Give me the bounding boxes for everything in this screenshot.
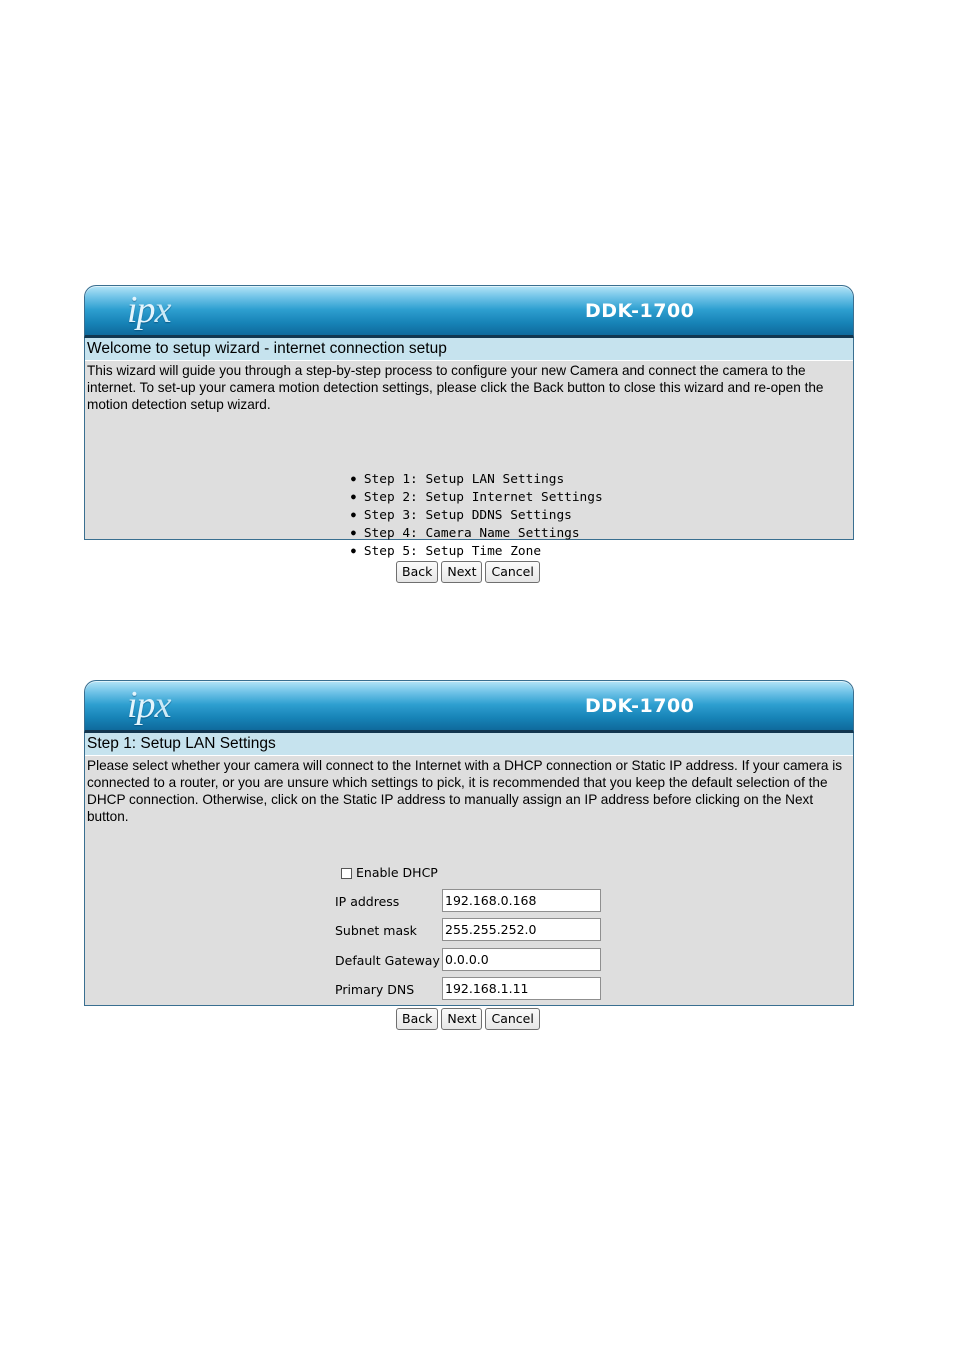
- list-item: ● Step 1: Setup LAN Settings: [351, 471, 603, 489]
- enable-dhcp-label: Enable DHCP: [356, 865, 438, 880]
- subnet-mask-input[interactable]: 255.255.252.0: [442, 918, 601, 941]
- welcome-wizard-panel: [84, 285, 854, 579]
- default-gateway-input[interactable]: 0.0.0.0: [442, 948, 601, 971]
- button-row: [396, 1008, 540, 1030]
- primary-dns-input[interactable]: 192.168.1.11: [442, 977, 601, 1000]
- next-button[interactable]: Next: [441, 1008, 482, 1030]
- step-list: [351, 471, 603, 561]
- primary-dns-label: Primary DNS: [335, 982, 415, 997]
- panel-body: [84, 733, 854, 1026]
- panel-header: [84, 680, 854, 733]
- back-button[interactable]: Back: [396, 1008, 438, 1030]
- panel-body: [84, 338, 854, 579]
- wizard-description: This wizard will guide you through a step-by-step process to configure your new Camera and connect the camera to the internet. To set-up your camera motion detection settings, please click the Back button to close this wizard and re-open the motion detection setup wizard.: [87, 363, 824, 412]
- wizard-description: Please select whether your camera will connect to the Internet with a DHCP connection or Static IP address. If your camera is connected to a router, or you are unsure which settings to pick, it is recommended that you keep the default selection of the DHCP connection. Otherwise, click on the Static IP address to manually assign an IP address before clicking on the Next button.: [87, 758, 843, 824]
- button-row: [396, 561, 540, 583]
- list-item: ● Step 2: Setup Internet Settings: [351, 489, 603, 507]
- wizard-title: Step 1: Setup LAN Settings: [85, 733, 853, 756]
- model-name: DDK-1700: [585, 695, 695, 717]
- default-gateway-label: Default Gateway: [335, 953, 440, 968]
- wizard-title: Welcome to setup wizard - internet connection setup: [85, 338, 853, 361]
- cancel-button[interactable]: Cancel: [485, 1008, 539, 1030]
- enable-dhcp-checkbox[interactable]: [341, 868, 352, 879]
- subnet-mask-label: Subnet mask: [335, 923, 417, 938]
- list-item: ● Step 4: Camera Name Settings: [351, 525, 603, 543]
- model-name: DDK-1700: [585, 300, 695, 322]
- ipx-logo: ipx: [127, 684, 171, 726]
- list-item: ● Step 3: Setup DDNS Settings: [351, 507, 603, 525]
- lan-settings-panel: [84, 680, 854, 1026]
- next-button[interactable]: Next: [441, 561, 482, 583]
- panel-header: [84, 285, 854, 338]
- list-item: ● Step 5: Setup Time Zone: [351, 543, 603, 561]
- ipx-logo: ipx: [127, 289, 171, 331]
- ip-address-label: IP address: [335, 894, 400, 909]
- ip-address-input[interactable]: 192.168.0.168: [442, 889, 601, 912]
- back-button[interactable]: Back: [396, 561, 438, 583]
- cancel-button[interactable]: Cancel: [485, 561, 539, 583]
